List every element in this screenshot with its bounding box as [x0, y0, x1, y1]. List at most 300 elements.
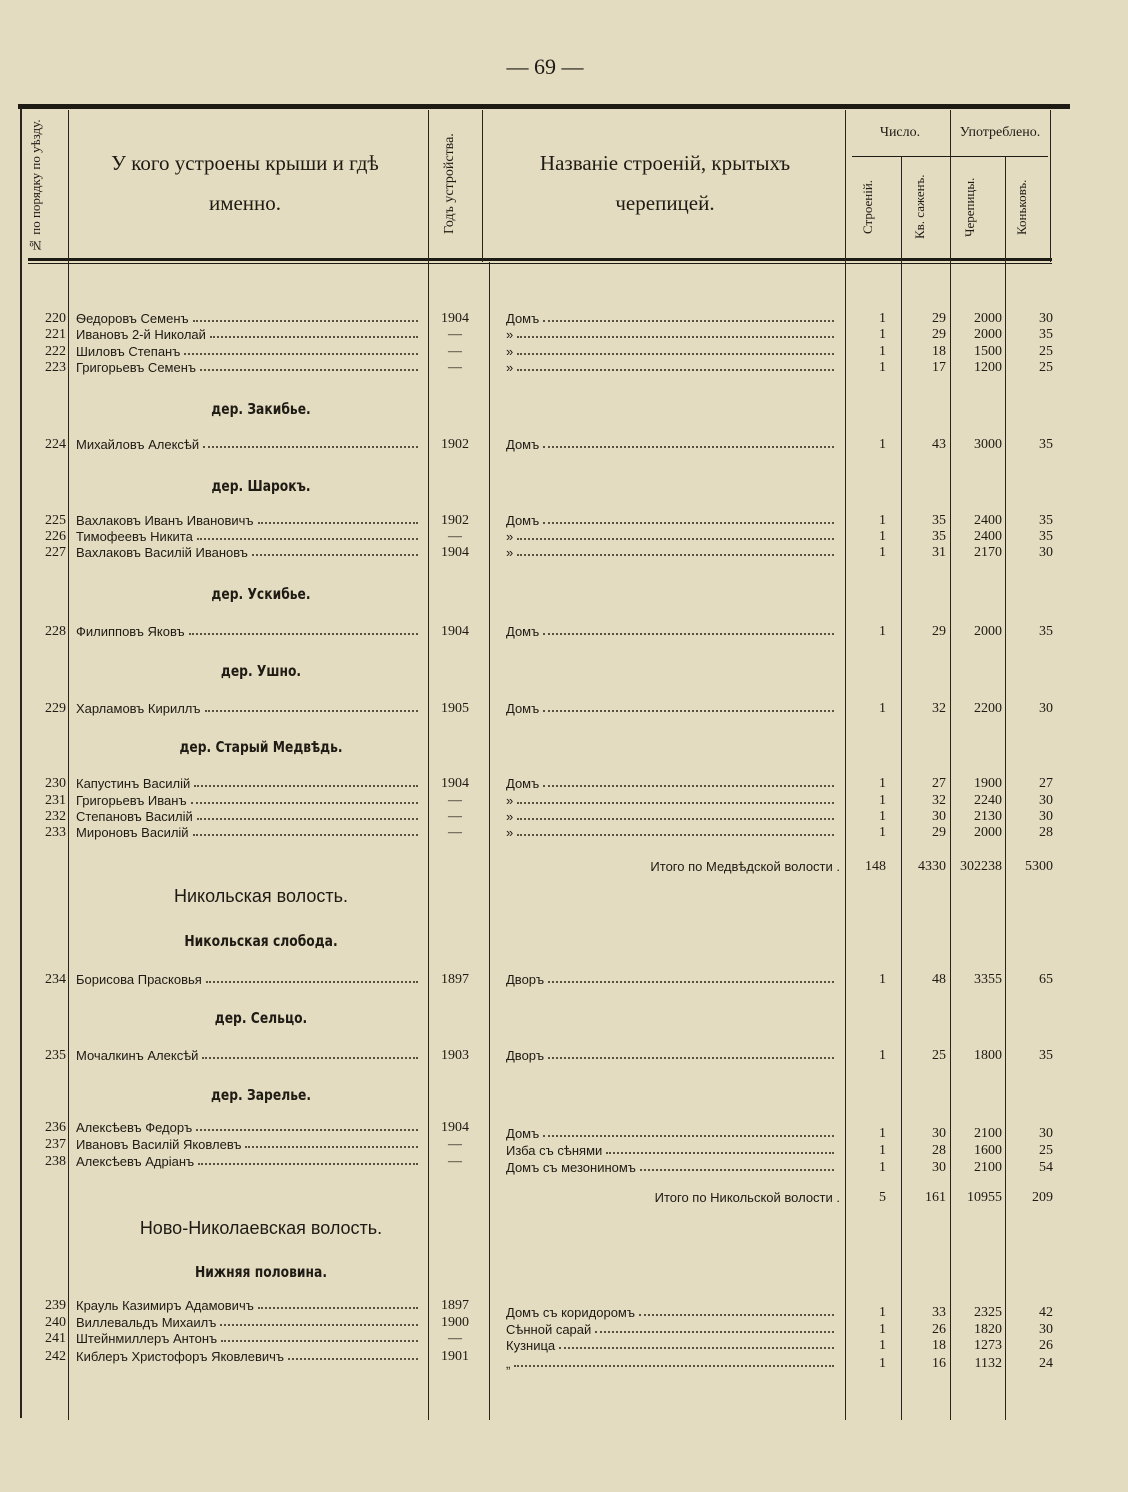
building-type-text: » — [506, 809, 514, 824]
left-border — [20, 108, 22, 1418]
entry-number: 236 — [45, 1120, 66, 1135]
entry-number: 222 — [45, 344, 66, 359]
dot-leader — [258, 513, 418, 524]
header-owner: У кого устроены крыши и гдѣ именно. — [111, 151, 379, 215]
owner-name-text: Штейнмиллеръ Антонъ — [76, 1331, 218, 1346]
year-built: — — [448, 1154, 462, 1169]
year-built: 1897 — [441, 972, 469, 987]
area-sq-sazhen: 35 — [932, 513, 946, 528]
owner-name — [76, 513, 422, 528]
owner-name-text: Ивановъ Василій Яковлевъ — [76, 1137, 242, 1152]
table-row — [0, 701, 1128, 717]
ridges-used: 54 — [1039, 1160, 1053, 1175]
year-built: — — [448, 529, 462, 544]
total-label: Итого по Никольской волости . — [654, 1190, 840, 1205]
year-built: — — [448, 809, 462, 824]
owner-name — [76, 1048, 422, 1063]
dot-leader — [194, 776, 418, 787]
tiles-used: 10955 — [967, 1190, 1002, 1205]
entry-number: 237 — [45, 1137, 66, 1152]
building-type-text: Домъ съ мезониномъ — [506, 1160, 636, 1175]
header-building: Названіе строеній, крытыхъ черепицей. — [539, 151, 791, 215]
ridges-used: 30 — [1039, 1126, 1053, 1141]
dot-leader — [202, 1048, 418, 1059]
building-type — [506, 344, 838, 359]
owner-name — [76, 327, 422, 342]
tiles-used: 2000 — [974, 327, 1002, 342]
owner-name — [76, 1349, 422, 1364]
owner-name — [76, 825, 422, 840]
building-count: 148 — [865, 859, 886, 874]
total-label: Итого по Медвѣдской волости . — [650, 859, 840, 874]
table-row — [0, 1331, 1128, 1353]
building-count: 1 — [879, 1048, 886, 1063]
ridges-used: 35 — [1039, 327, 1053, 342]
building-count: 1 — [879, 1356, 886, 1371]
ridges-used: 30 — [1039, 1322, 1053, 1337]
dot-leader — [196, 1120, 418, 1131]
year-built: — — [448, 1331, 462, 1346]
dot-leader — [548, 972, 834, 983]
ridges-used: 27 — [1039, 776, 1053, 791]
area-sq-sazhen: 43 — [932, 437, 946, 452]
building-type — [506, 1356, 838, 1371]
year-built: 1902 — [441, 513, 469, 528]
owner-name — [76, 809, 422, 824]
owner-name-text: Тимофеевъ Никита — [76, 529, 193, 544]
building-count: 1 — [879, 360, 886, 375]
area-sq-sazhen: 33 — [932, 1305, 946, 1320]
ridges-used: 35 — [1039, 1048, 1053, 1063]
tiles-used: 3000 — [974, 437, 1002, 452]
tiles-used: 2130 — [974, 809, 1002, 824]
entry-number: 220 — [45, 311, 66, 326]
building-type-text: Домъ — [506, 513, 540, 528]
village-heading: дер. Зарелье. — [210, 1086, 312, 1104]
owner-name-text: Шиловъ Степанъ — [76, 344, 181, 359]
tiles-used: 1820 — [974, 1322, 1002, 1337]
building-count: 1 — [879, 327, 886, 342]
building-type-text: » — [506, 825, 514, 840]
dot-leader — [559, 1338, 834, 1349]
table-row — [0, 1154, 1128, 1175]
building-type — [506, 972, 838, 987]
dot-leader — [543, 311, 834, 322]
dot-leader — [606, 1143, 834, 1154]
building-type-text: Дворъ — [506, 972, 545, 987]
ridges-used: 65 — [1039, 972, 1053, 987]
table-row — [0, 513, 1128, 529]
owner-name — [76, 1298, 422, 1313]
building-type-text: » — [506, 529, 514, 544]
tiles-used: 2100 — [974, 1160, 1002, 1175]
ridges-used: 30 — [1039, 701, 1053, 716]
building-count: 1 — [879, 793, 886, 808]
dot-leader — [543, 513, 834, 524]
year-built: 1904 — [441, 545, 469, 560]
top-rule — [18, 104, 1070, 109]
building-count: 1 — [879, 809, 886, 824]
building-count: 1 — [879, 513, 886, 528]
ridges-used: 35 — [1039, 624, 1053, 639]
tiles-used: 2240 — [974, 793, 1002, 808]
area-sq-sazhen: 30 — [932, 1160, 946, 1175]
dot-leader — [517, 809, 834, 820]
dot-leader — [548, 1048, 834, 1059]
entry-number: 242 — [45, 1349, 66, 1364]
table-row — [0, 809, 1128, 825]
dot-leader — [543, 701, 834, 712]
area-sq-sazhen: 32 — [932, 701, 946, 716]
owner-name — [76, 972, 422, 987]
village-heading: дер. Ускибье. — [211, 585, 311, 603]
tiles-used: 1600 — [974, 1143, 1002, 1158]
year-built: — — [448, 825, 462, 840]
building-type-text: Домъ — [506, 437, 540, 452]
owner-name-text: Виллевальдъ Михаилъ — [76, 1315, 217, 1330]
ridges-used: 30 — [1039, 311, 1053, 326]
table-row — [0, 437, 1128, 453]
area-sq-sazhen: 26 — [932, 1322, 946, 1337]
building-type — [506, 776, 838, 791]
year-built: 1903 — [441, 1048, 469, 1063]
owner-name-text: Филипповъ Яковъ — [76, 624, 185, 639]
tiles-used: 2100 — [974, 1126, 1002, 1141]
volost-heading: Никольская волость. — [174, 886, 348, 906]
entry-number: 228 — [45, 624, 66, 639]
area-sq-sazhen: 48 — [932, 972, 946, 987]
tiles-used: 1273 — [974, 1338, 1002, 1353]
tiles-used: 2325 — [974, 1305, 1002, 1320]
tiles-used: 1200 — [974, 360, 1002, 375]
owner-name — [76, 545, 422, 560]
tiles-used: 1500 — [974, 344, 1002, 359]
area-sq-sazhen: 30 — [932, 809, 946, 824]
dot-leader — [517, 529, 834, 540]
entry-number: 231 — [45, 793, 66, 808]
table-row — [0, 1349, 1128, 1371]
owner-name — [76, 1315, 422, 1330]
building-type — [506, 793, 838, 808]
dot-leader — [543, 437, 834, 448]
header-num: № по порядку по уѣзду. — [28, 119, 43, 253]
table-row — [0, 1315, 1128, 1337]
area-sq-sazhen: 25 — [932, 1048, 946, 1063]
village-heading: дер. Ушно. — [220, 662, 302, 680]
building-count: 1 — [879, 529, 886, 544]
header-tiles: Черепицы. — [962, 177, 977, 237]
building-type-text: Кузница — [506, 1338, 556, 1353]
building-count: 1 — [879, 825, 886, 840]
year-built: 1905 — [441, 701, 469, 716]
dot-leader — [543, 1126, 834, 1137]
area-sq-sazhen: 18 — [932, 344, 946, 359]
area-sq-sazhen: 29 — [932, 311, 946, 326]
owner-name — [76, 529, 422, 544]
dot-leader — [197, 809, 418, 820]
owner-name-text: Крауль Казимиръ Адамовичъ — [76, 1298, 254, 1313]
dot-leader — [288, 1349, 418, 1360]
building-type — [506, 529, 838, 544]
tiles-used: 1900 — [974, 776, 1002, 791]
building-count: 1 — [879, 1322, 886, 1337]
ridges-used: 30 — [1039, 793, 1053, 808]
area-sq-sazhen: 35 — [932, 529, 946, 544]
dot-leader — [517, 793, 834, 804]
building-count: 1 — [879, 1126, 886, 1141]
owner-name-text: Михайловъ Алексѣй — [76, 437, 200, 452]
ridges-used: 24 — [1039, 1356, 1053, 1371]
area-sq-sazhen: 30 — [932, 1126, 946, 1141]
village-heading: Нижняя половина. — [194, 1263, 328, 1281]
owner-name-text: Ивановъ 2-й Николай — [76, 327, 206, 342]
village-heading: Никольская слобода. — [184, 932, 338, 950]
entry-number: 240 — [45, 1315, 66, 1330]
dot-leader — [210, 327, 418, 338]
dot-leader — [252, 545, 418, 556]
owner-name — [76, 1137, 422, 1152]
entry-number: 234 — [45, 972, 66, 987]
year-built: 1897 — [441, 1298, 469, 1313]
owner-name-text: Борисова Прасковья — [76, 972, 202, 987]
tiles-used: 2000 — [974, 825, 1002, 840]
entry-number: 221 — [45, 327, 66, 342]
page-number: — 69 — — [506, 54, 584, 79]
table-row — [0, 624, 1128, 640]
volost-heading: Ново-Николаевская волость. — [139, 1218, 383, 1238]
building-type-text: Изба съ сѣнями — [506, 1143, 603, 1158]
year-built: — — [448, 344, 462, 359]
dot-leader — [203, 437, 418, 448]
header-rule-thin — [28, 263, 1052, 264]
building-type-text: Домъ съ коридоромъ — [506, 1305, 635, 1320]
area-sq-sazhen: 27 — [932, 776, 946, 791]
area-sq-sazhen: 18 — [932, 1338, 946, 1353]
owner-name — [76, 793, 422, 808]
building-count: 1 — [879, 1305, 886, 1320]
area-sq-sazhen: 17 — [932, 360, 946, 375]
owner-name-text: Мироновъ Василій — [76, 825, 189, 840]
ridges-used: 25 — [1039, 1143, 1053, 1158]
year-built: 1904 — [441, 776, 469, 791]
building-type-text: » — [506, 793, 514, 808]
col-divider — [68, 110, 69, 1420]
year-built: — — [448, 793, 462, 808]
entry-number: 235 — [45, 1048, 66, 1063]
owner-name — [76, 624, 422, 639]
building-count: 5 — [879, 1190, 886, 1205]
entry-number: 233 — [45, 825, 66, 840]
building-type — [506, 809, 838, 824]
owner-name — [76, 437, 422, 452]
dot-leader — [517, 545, 834, 556]
dot-leader — [191, 793, 418, 804]
village-heading: дер. Шарокъ. — [211, 477, 311, 495]
building-type-text: » — [506, 344, 514, 359]
ridges-used: 25 — [1039, 360, 1053, 375]
tiles-used: 302238 — [960, 859, 1002, 874]
owner-name-text: Вахлаковъ Василій Ивановъ — [76, 545, 248, 560]
building-type — [506, 1048, 838, 1063]
entry-number: 223 — [45, 360, 66, 375]
owner-name-text: Григорьевъ Иванъ — [76, 793, 187, 808]
dot-leader — [193, 825, 418, 836]
col-divider — [845, 110, 846, 1420]
entry-number: 232 — [45, 809, 66, 824]
building-type-text: » — [506, 360, 514, 375]
building-type — [506, 701, 838, 716]
dot-leader — [517, 327, 834, 338]
dot-leader — [206, 972, 418, 983]
dot-leader — [517, 825, 834, 836]
tiles-used: 2000 — [974, 624, 1002, 639]
owner-name — [76, 701, 422, 716]
ridges-used: 35 — [1039, 529, 1053, 544]
tiles-used: 2400 — [974, 513, 1002, 528]
entry-number: 229 — [45, 701, 66, 716]
dot-leader — [640, 1160, 834, 1171]
owner-name — [76, 311, 422, 326]
building-type-text: Домъ — [506, 624, 540, 639]
entry-number: 238 — [45, 1154, 66, 1169]
table-row — [0, 1048, 1128, 1064]
dot-leader — [184, 344, 418, 355]
ridges-used: 30 — [1039, 809, 1053, 824]
header-group-count: Число. — [879, 125, 921, 140]
owner-name — [76, 1120, 422, 1135]
dot-leader — [197, 529, 418, 540]
dot-leader — [193, 311, 418, 322]
owner-name — [76, 776, 422, 791]
tiles-used: 2000 — [974, 311, 1002, 326]
building-type — [506, 327, 838, 342]
table-row — [0, 1298, 1128, 1320]
owner-name-text: Капустинъ Василій — [76, 776, 191, 791]
owner-name — [76, 360, 422, 375]
building-type — [506, 545, 838, 560]
year-built: — — [448, 327, 462, 342]
dot-leader — [200, 360, 418, 371]
owner-name-text: Алексѣевъ Федоръ — [76, 1120, 193, 1135]
year-built: — — [448, 360, 462, 375]
area-sq-sazhen: 32 — [932, 793, 946, 808]
table-row — [0, 776, 1128, 792]
ridges-used: 5300 — [1025, 859, 1053, 874]
table-row — [0, 1120, 1128, 1141]
dot-leader — [543, 776, 834, 787]
col-divider — [482, 110, 483, 262]
building-type — [506, 360, 838, 375]
ridges-used: 42 — [1039, 1305, 1053, 1320]
building-count: 1 — [879, 972, 886, 987]
tiles-used: 2200 — [974, 701, 1002, 716]
year-built: 1904 — [441, 311, 469, 326]
col-divider — [489, 262, 490, 1420]
building-count: 1 — [879, 776, 886, 791]
dot-leader — [205, 701, 418, 712]
table-row — [0, 972, 1128, 988]
year-built: 1904 — [441, 1120, 469, 1135]
building-type-text: Домъ — [506, 701, 540, 716]
building-type-text: „ — [506, 1356, 511, 1371]
owner-name — [76, 1154, 422, 1169]
owner-name-text: Мочалкинъ Алексѣй — [76, 1048, 199, 1063]
building-type — [506, 624, 838, 639]
building-type — [506, 311, 838, 326]
building-type-text: Сѣнной сарай — [506, 1322, 592, 1337]
owner-name-text: Киблеръ Христофоръ Яковлевичъ — [76, 1349, 285, 1364]
building-type-text: Домъ — [506, 776, 540, 791]
building-type — [506, 825, 838, 840]
ridges-used: 209 — [1032, 1190, 1053, 1205]
area-sq-sazhen: 161 — [925, 1190, 946, 1205]
owner-name-text: Григорьевъ Семенъ — [76, 360, 197, 375]
owner-name-text: Степановъ Василій — [76, 809, 193, 824]
tiles-used: 3355 — [974, 972, 1002, 987]
tiles-used: 1132 — [974, 1356, 1002, 1371]
village-heading: дер. Сельцо. — [214, 1009, 308, 1027]
dot-leader — [543, 624, 834, 635]
entry-number: 227 — [45, 545, 66, 560]
table-row — [0, 793, 1128, 809]
total-row — [0, 859, 1128, 875]
table-row — [0, 311, 1128, 327]
entry-number: 226 — [45, 529, 66, 544]
ridges-used: 28 — [1039, 825, 1053, 840]
building-count: 1 — [879, 1160, 886, 1175]
building-count: 1 — [879, 1143, 886, 1158]
header-area: Кв. саженъ. — [912, 174, 927, 240]
header-group-used: Употреблено. — [959, 125, 1041, 140]
building-count: 1 — [879, 701, 886, 716]
year-built: 1900 — [441, 1315, 469, 1330]
building-type — [506, 513, 838, 528]
entry-number: 241 — [45, 1331, 66, 1346]
ridges-used: 25 — [1039, 344, 1053, 359]
building-type-text: Домъ — [506, 311, 540, 326]
entry-number: 230 — [45, 776, 66, 791]
header-count: Строеній. — [860, 179, 875, 235]
building-type-text: Домъ — [506, 1126, 540, 1141]
building-count: 1 — [879, 624, 886, 639]
dot-leader — [245, 1137, 418, 1148]
dot-leader — [517, 360, 834, 371]
entry-number: 239 — [45, 1298, 66, 1313]
dot-leader — [220, 1315, 418, 1326]
year-built: — — [448, 1137, 462, 1152]
ridges-used: 30 — [1039, 545, 1053, 560]
building-count: 1 — [879, 311, 886, 326]
building-count: 1 — [879, 344, 886, 359]
dot-leader — [258, 1298, 418, 1309]
tiles-used: 1800 — [974, 1048, 1002, 1063]
area-sq-sazhen: 31 — [932, 545, 946, 560]
owner-name — [76, 1331, 422, 1346]
area-sq-sazhen: 29 — [932, 624, 946, 639]
tiles-used: 2170 — [974, 545, 1002, 560]
ridges-used: 35 — [1039, 437, 1053, 452]
entry-number: 224 — [45, 437, 66, 452]
owner-name-text: Ѳедоровъ Семенъ — [76, 311, 189, 326]
building-type-text: » — [506, 545, 514, 560]
col-divider — [950, 110, 951, 1420]
year-built: 1904 — [441, 624, 469, 639]
building-type-text: » — [506, 327, 514, 342]
dot-leader — [221, 1331, 418, 1342]
header-year: Годъ устройства. — [442, 133, 457, 235]
table-row — [0, 344, 1128, 360]
area-sq-sazhen: 29 — [932, 327, 946, 342]
